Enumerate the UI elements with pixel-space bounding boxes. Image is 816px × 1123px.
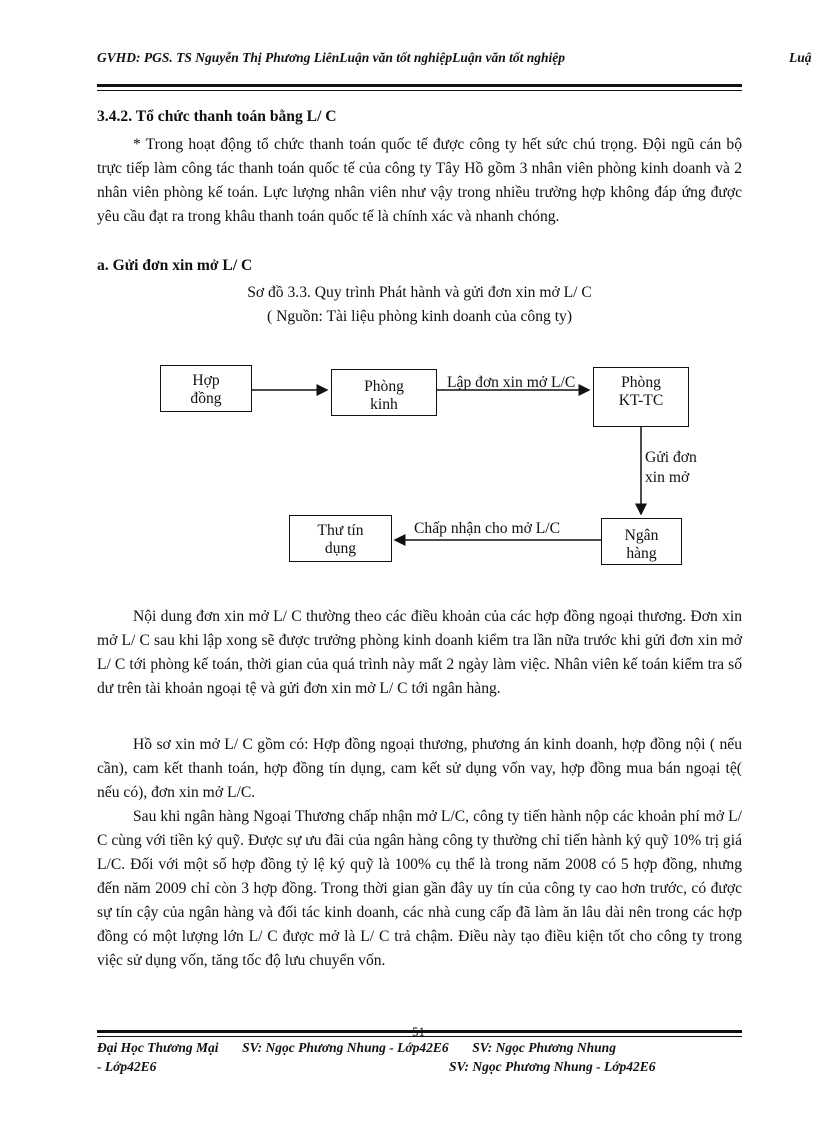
box-business-dept-label: Phòng kinh [364, 378, 404, 413]
footer-line-1: Đại Học Thương Mại SV: Ngọc Phương Nhung - Lớp42E6 SV: Ngọc Phương Nhung [97, 1040, 616, 1055]
box-business-dept [331, 369, 437, 416]
footer-line-2 [97, 1059, 742, 1075]
footer-rule-thick [97, 1030, 742, 1033]
diagram-caption: Sơ đồ 3.3. Quy trình Phát hành và gửi đơn xin mở L/ C [247, 284, 592, 301]
subsection-title: a. Gửi đơn xin mở L/ C [97, 257, 253, 274]
body-paragraph-2: Hồ sơ xin mở L/ C gồm có: Hợp đồng ngoại thương, phương án kinh doanh, hợp đồng nội ( nếu cần), cam kết thanh toán, hợp đồng tín dụng, cam kết sử dụng vốn vay, hợp đồng mua bán ngoại tệ( nếu có), đơn xin mở L/C. [97, 736, 742, 801]
body-paragraph-3: Sau khi ngân hàng Ngoại Thương chấp nhận mở L/C, công ty tiến hành nộp các khoản phí mở L/ C cùng với tiền ký quỹ. Được sự ưu đãi của ngân hàng công ty thường chỉ tiến hành ký quỹ 10% trị giá L/C. Đối với một số hợp đồng tỷ lệ ký quỹ là 100% cụ thể là trong năm 2008 có 5 hợp đồng, nhưng đến năm 2009 chỉ còn 3 hợp đồng. Trong thời gian gần đây uy tín của công ty cao hơn trước, có được sự tín cậy của ngân hàng và đối tác kinh doanh, các nhà cung cấp đã làm ăn lâu dài nên trong các hợp đồng có một lượng lớn L/ C được mở là L/ C trả chậm. Điều này tạo điều kiện tốt cho công ty trong việc sử dụng vốn, tăng tốc độ lưu chuyển vốn. [97, 808, 742, 969]
body-paragraph-1: Nội dung đơn xin mở L/ C thường theo các điều khoản của các hợp đồng ngoại thương. Đơn xin mở L/ C sau khi lập xong sẽ được trưởng phòng kinh doanh kiểm tra lần nữa trước khi gửi đơn xin mở L/ C tới phòng kế toán, thời gian của quá trình này mất 2 ngày làm việc. Nhân viên kế toán kiểm tra số dư trên tài khoản ngoại tệ và gửi đơn xin mở L/ C tới ngân hàng. [97, 608, 742, 697]
box-accounting-dept [593, 367, 689, 427]
box-bank [601, 518, 682, 565]
footer-rule-thin [97, 1036, 742, 1037]
diagram-source: ( Nguồn: Tài liệu phòng kinh doanh của công ty) [266, 308, 573, 325]
footer-line-2-left: - Lớp42E6 [97, 1059, 157, 1074]
section-title: 3.4.2. Tổ chức thanh toán bằng L/ C [97, 108, 337, 125]
header-left-text: GVHD: PGS. TS Nguyễn Thị Phương LiênLuận văn tốt nghiệpLuận văn tốt nghiệp [97, 50, 566, 65]
box-contract [160, 365, 252, 412]
section-intro-paragraph: * Trong hoạt động tổ chức thanh toán quốc tế được công ty hết sức chú trọng. Đội ngũ cán bộ trực tiếp làm công tác thanh toán quốc tế của công ty Tây Hồ gồm 3 nhân viên phòng kinh doanh và 2 nhân viên phòng kế toán. Lực lượng nhân viên như vậy trong nhiều trường hợp không đáp ứng được yêu cầu đạt ra trong khâu thanh toán quốc tế là chính xác và nhanh chóng. [97, 136, 742, 225]
box-letter-of-credit-label: Thư tín dụng [317, 522, 364, 557]
box-bank-label: Ngân hàng [624, 527, 659, 562]
header-right-text: Luậ [789, 50, 812, 65]
box-accounting-dept-label: Phòng KT-TC [618, 374, 664, 409]
label-prepare: Lập đơn xin mở L/C [447, 374, 576, 391]
box-letter-of-credit [289, 515, 392, 562]
label-accept: Chấp nhận cho mở L/C [414, 520, 560, 537]
box-contract-label: Hợp đồng [190, 372, 222, 407]
footer-line-2-right: SV: Ngọc Phương Nhung - Lớp42E6 [449, 1059, 656, 1074]
label-send: Gửi đơn xin mở [645, 449, 697, 486]
